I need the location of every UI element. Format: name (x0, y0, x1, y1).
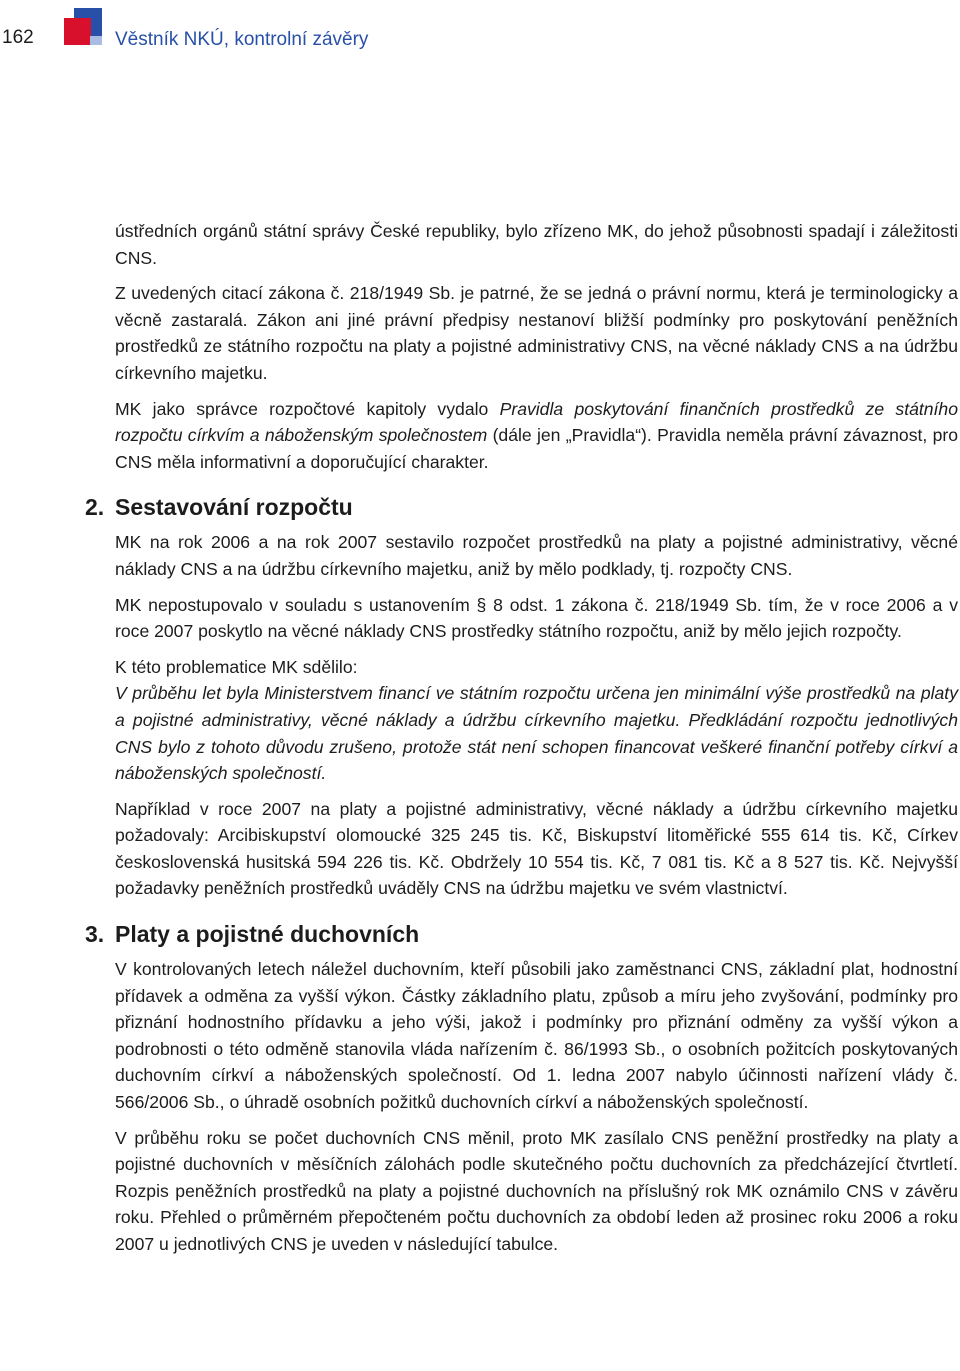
section-heading-3 (85, 919, 958, 949)
page-number: 162 (2, 27, 34, 48)
running-title: Věstník NKÚ, kontrolní závěry (115, 29, 369, 50)
logo-lightblue-square (90, 36, 102, 45)
document-title-italic: Pravidla poskytování finančních prostředků ze státního rozpočtu církvím a náboženským společnostem (115, 398, 959, 446)
section-title: Sestavování rozpočtu (115, 494, 353, 521)
paragraph: V kontrolovaných letech náležel duchovním, kteří působili jako zaměstnanci CNS, základní plat, hodnostní přídavek a odměna za vyšší výkon. Částky základního platu, způsob a míru jeho zvyšování, podmínky pro přiznání hodnostního přídavku a jeho výši, jakož i podmínky pro přiznání odměny za vyšší výkon a podrobnosti o této odměně stanovila vláda nařízením č. 86/1993 Sb., o osobních požitcích poskytovaných duchovním církví a náboženských společností. Od 1. ledna 2007 nabylo účinnosti nařízení vlády č. 566/2006 Sb., o úhradě osobních požitků duchovních církví a náboženských společností. (115, 959, 958, 1113)
paragraph: Například v roce 2007 na platy a pojistné administrativy, věcné náklady a údržbu církevního majetku požadovaly: Arcibiskupství olomoucké 325 245 tis. Kč, Biskupství litoměřické 555 614 tis. Kč, Církev československá husitská 594 226 tis. Kč. Obdržely 10 554 tis. Kč, 7 081 tis. Kč a 8 527 tis. Kč. Nejvyšší požadavky peněžních prostředků uváděly CNS na údržbu majetku ve svém vlastnictví. (115, 798, 958, 899)
section-number: 3. (85, 921, 105, 948)
section-number: 2. (85, 494, 105, 521)
text-run: (dále jen „Pravidla“). Pravidla neměla právní závaznost, pro CNS měla informativní a doporučující charakter. (115, 425, 958, 472)
paragraph: Z uvedených citací zákona č. 218/1949 Sb. je patrné, že se jedná o právní normu, která je terminologicky a věcně zastaralá. Zákon ani jiné právní předpisy nestanoví bližší podmínky pro poskytování peněžních prostředků ze státního rozpočtu na platy a pojistné administrativy CNS, na věcné náklady CNS a na údržbu církevního majetku. (115, 283, 958, 383)
text-run: MK jako správce rozpočtové kapitoly vydalo (115, 398, 500, 419)
section-title: Platy a pojistné duchovních (115, 921, 420, 948)
paragraph: MK nepostupovalo v souladu s ustanovením § 8 odst. 1 zákona č. 218/1949 Sb. tím, že v roce 2006 a v roce 2007 poskytlo na věcné náklady CNS prostředky státního rozpočtu, aniž by mělo jejich rozpočty. (115, 594, 958, 642)
nku-logo (64, 8, 104, 48)
logo-red-square (64, 18, 91, 45)
page-header (0, 0, 960, 80)
paragraph: MK na rok 2006 a na rok 2007 sestavilo rozpočet prostředků na platy a pojistné administrativy, věcné náklady CNS a na údržbu církevního majetku, aniž by mělo podklady, tj. rozpočty CNS. (115, 532, 958, 579)
page-body (85, 218, 959, 1267)
section-heading-2 (85, 492, 958, 522)
quote-italic (115, 680, 958, 786)
paragraph-pravidla (115, 396, 958, 476)
quote-text: V průběhu let byla Ministerstvem financí ve státním rozpočtu určena jen minimální výše prostředků na platy a pojistné administrativy, věcné náklady a údržbu církevního majetku. Předkládání rozpočtu jednotlivých CNS bylo z tohoto důvodu zrušeno, protože stát není schopen financovat veškeré finanční potřeby církví a náboženských společností. (115, 683, 958, 784)
paragraph: ústředních orgánů státní správy České republiky, bylo zřízeno MK, do jehož působnosti spadají i záležitosti CNS. (115, 221, 958, 268)
paragraph: K této problematice MK sdělilo: (115, 656, 358, 677)
paragraph: V průběhu roku se počet duchovních CNS měnil, proto MK zasílalo CNS peněžní prostředky na platy a pojistné duchovních v měsíčních zálohách podle skutečného počtu duchovních za předcházející čtvrtletí. Rozpis peněžních prostředků na platy a pojistné duchovních na příslušný rok MK oznámilo CNS v závěru roku. Přehled o průměrném přepočteném počtu duchovních za období leden až prosinec roku 2006 a roku 2007 u jednotlivých CNS je uveden v následující tabulce. (115, 1127, 958, 1254)
